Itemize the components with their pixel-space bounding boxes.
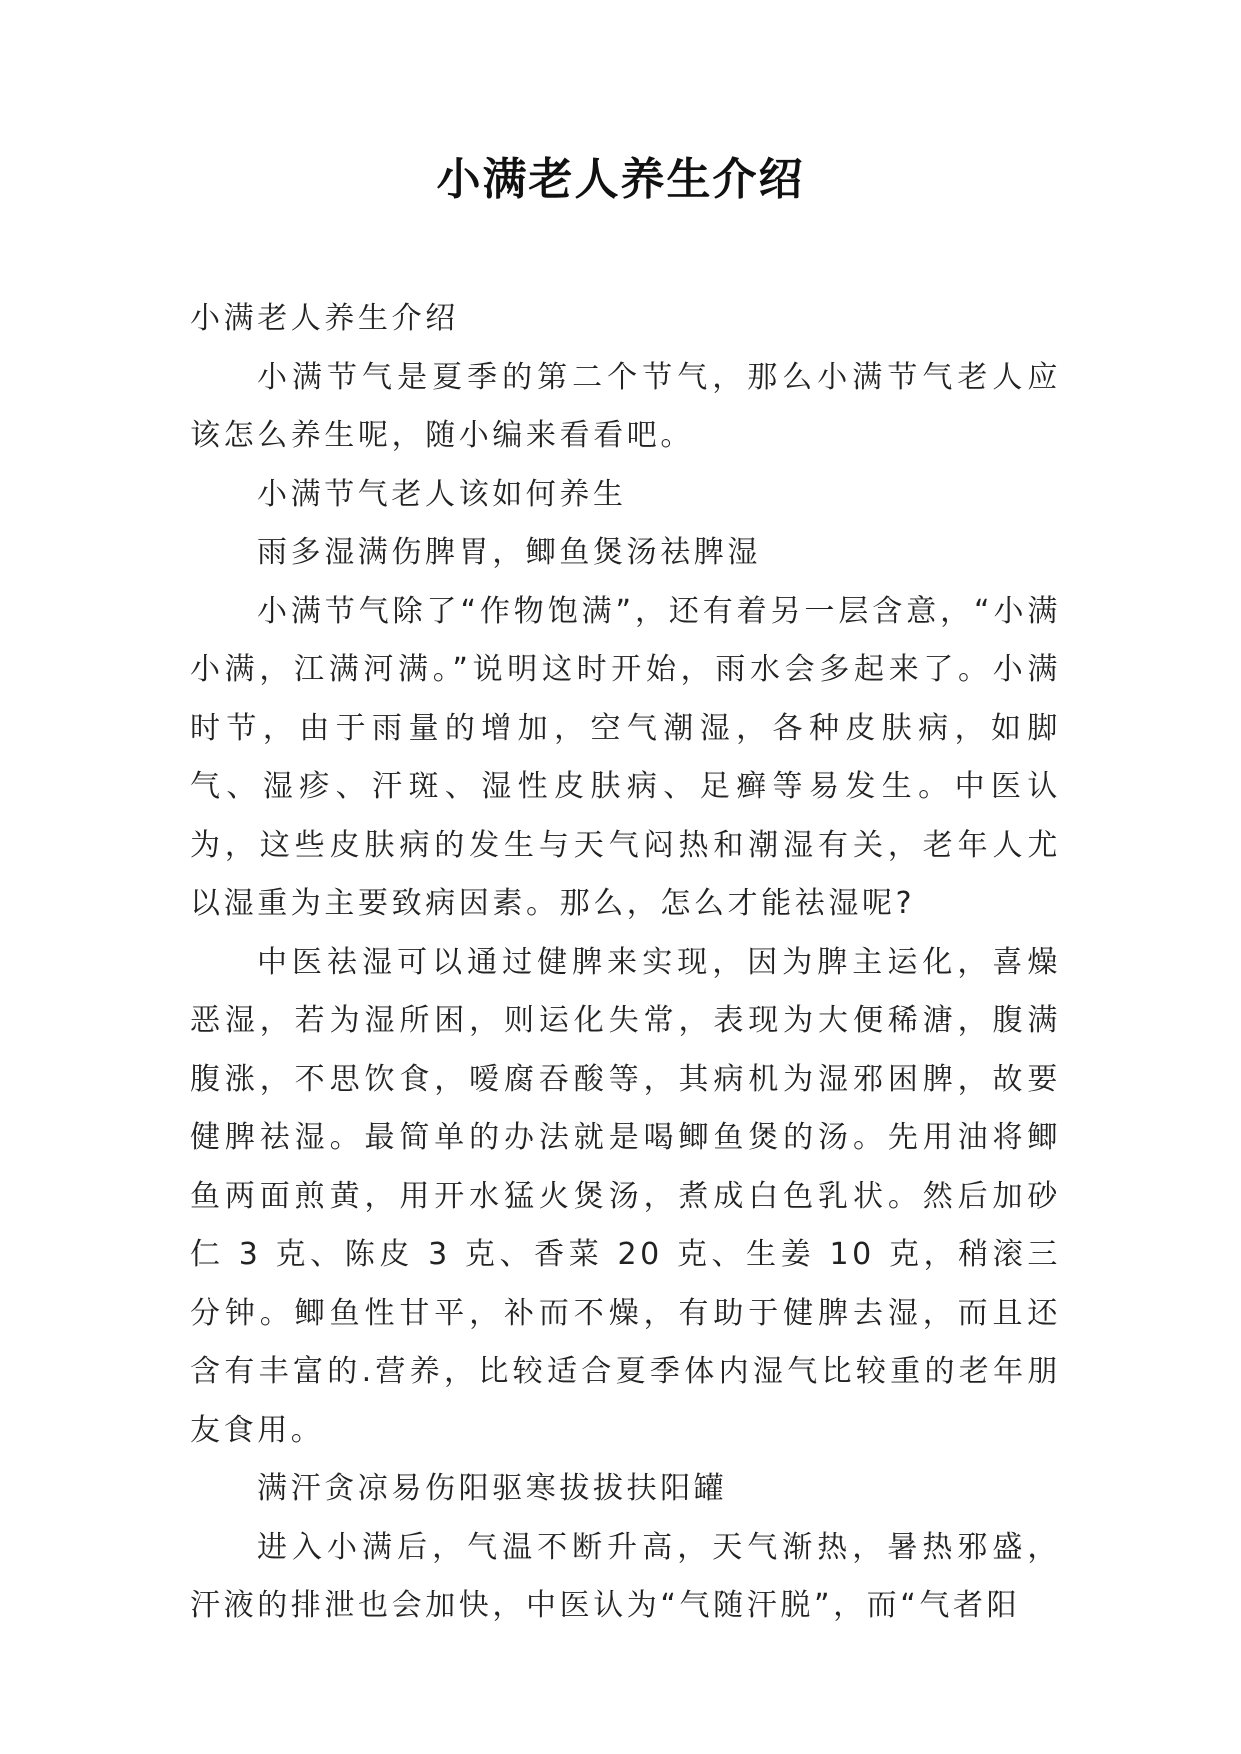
document-body [190, 290, 1061, 1636]
section-heading: 小满节气老人该如何养生 [257, 476, 627, 512]
body-paragraph: 小满节气除了“作物饱满”，还有着另一层含意，“小满小满，江满河满。”说明这时开始，雨水会多起来了。小满时节，由于雨量的增加，空气潮湿，各种皮肤病，如脚气、湿疹、汗斑、湿性皮肤病、足癣等易发生。中医认为，这些皮肤病的发生与天气闷热和潮湿有关，老年人尤以湿重为主要致病因素。那么，怎么才能祛湿呢? [190, 593, 1061, 921]
document-title: 小满老人养生介绍 [436, 154, 805, 205]
body-paragraph: 中医祛湿可以通过健脾来实现，因为脾主运化，喜燥恶湿，若为湿所困，则运化失常，表现为大便稀溏，腹满腹涨，不思饮食，嗳腐吞酸等，其病机为湿邪困脾，故要健脾祛湿。最简单的办法就是喝鲫鱼煲的汤。先用油将鲫鱼两面煎黄，用开水猛火煲汤，煮成白色乳状。然后加砂仁 3 克、陈皮 3 克、香菜 20 克、生姜 10 克，稍滚三分钟。鲫鱼性甘平，补而不燥，有助于健脾去湿，而且还含有丰富的.营养，比较适合夏季体内湿气比较重的老年朋友食用。 [190, 944, 1061, 1448]
body-paragraph: 小满节气是夏季的第二个节气，那么小满节气老人应该怎么养生呢，随小编来看看吧。 [190, 359, 1061, 453]
section-heading: 雨多湿满伤脾胃，鲫鱼煲汤祛脾湿 [257, 535, 761, 570]
body-paragraph: 小满老人养生介绍 [190, 301, 459, 336]
section-heading: 满汗贪凉易伤阳驱寒拔拔扶阳罐 [257, 1471, 728, 1506]
body-paragraph: 进入小满后，气温不断升高，天气渐热，暑热邪盛，汗液的排泄也会加快，中医认为“气随汗脱”，而“气者阳 [190, 1529, 1061, 1623]
